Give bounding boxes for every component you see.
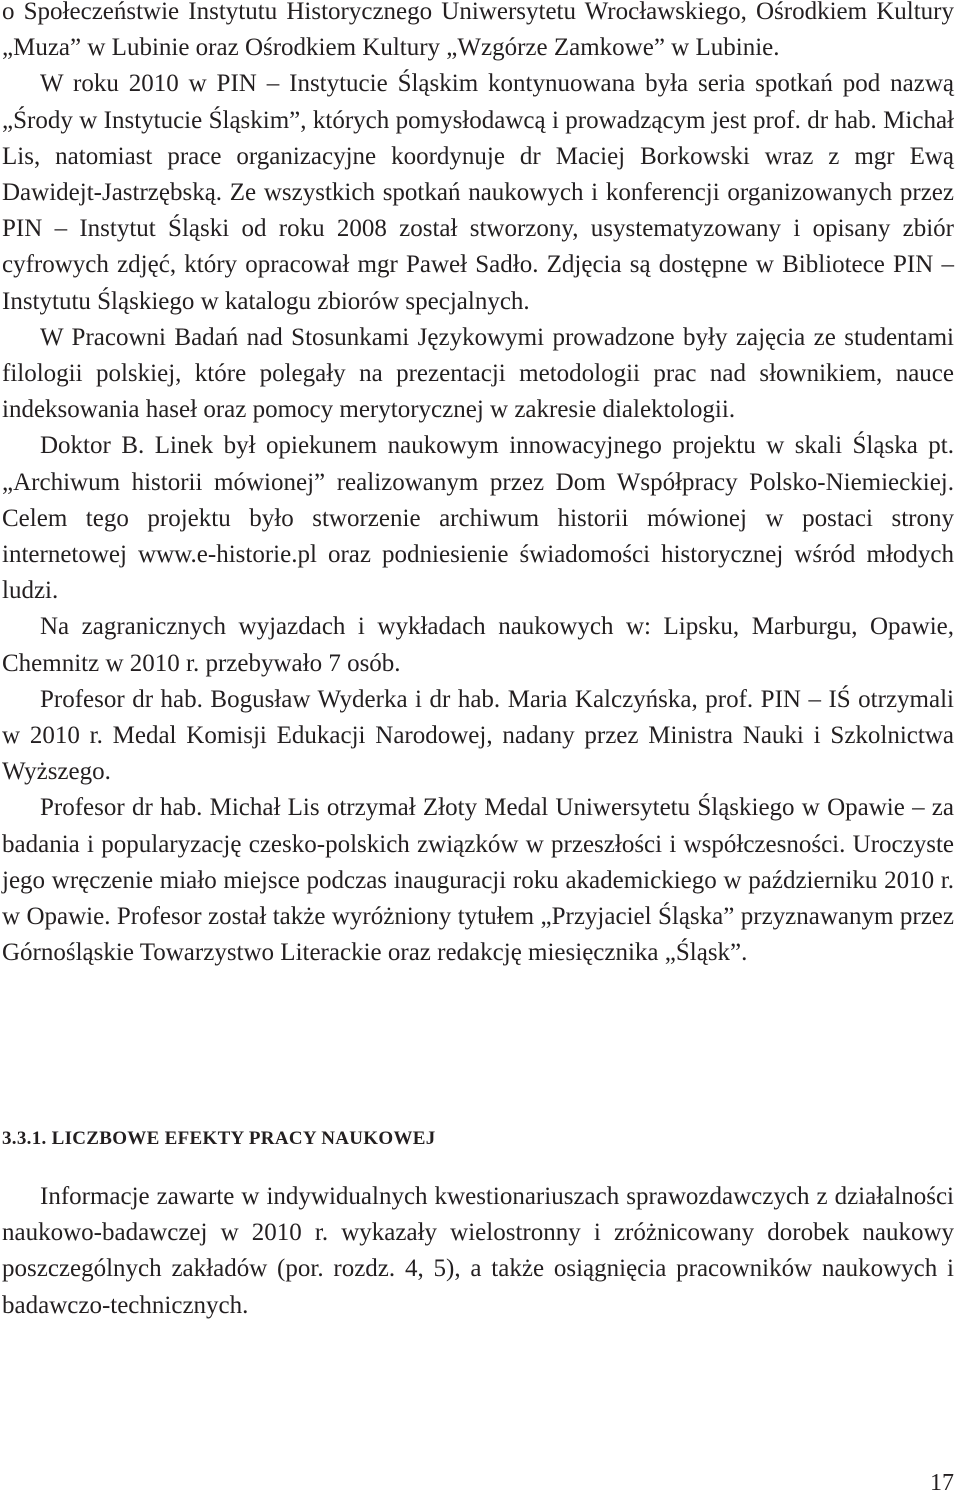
paragraph-language-lab: W Pracowni Badań nad Stosunkami Językowymi prowadzone były zajęcia ze studentami filologii polskiej, które polegały na prezentacji metodologii prac nad słownikiem, nauce indeksowania haseł oraz pomocy merytorycznej w zakresie dialektologii. [2, 323, 954, 424]
paragraph-foreign-trips: Na zagranicznych wyjazdach i wykładach naukowych w: Lipsku, Marburgu, Opawie, Chemnitz w 2010 r. przebywało 7 osób. [2, 613, 954, 677]
section-heading: 3.3.1. LICZBOWE EFEKTY PRACY NAUKOWEJ [2, 1128, 436, 1149]
paragraph-srody-seminars: W roku 2010 w PIN – Instytucie Śląskim kontynuowana była seria spotkań pod nazwą „Środy w Instytucie Śląskim”, których pomysłodawcą i prowadzącym jest prof. dr hab. Michał Lis, natomiast prace organizacyjne koordynuje dr Maciej Borkowski wraz z mgr Ewą Dawidejt-Jastrzębską. Ze wszystkich spotkań naukowych i konferencji organizowanych przez PIN – Instytut Śląski od roku 2008 został stworzony, usystematyzowany i opisany zbiór cyfrowych zdjęć, który opracował mgr Paweł Sadło. Zdjęcia są dostępne w Bibliotece PIN – Instytutu Śląskiego w katalogu zbiorów specjalnych. [2, 70, 954, 315]
body-text [2, 0, 954, 971]
paragraph-ken-medal: Profesor dr hab. Bogusław Wyderka i dr hab. Maria Kalczyńska, prof. PIN – IŚ otrzymali w 2010 r. Medal Komisji Edukacji Narodowej, nadany przez Ministra Nauki i Szkolnictwa Wyższego. [2, 685, 954, 786]
paragraph-section-intro: Informacje zawarte w indywidualnych kwestionariuszach sprawozdawczych z działalności naukowo-badawczej w 2010 r. wykazały wielostronny i zróżnicowany dorobek naukowy poszczególnych zakładów (por. rozdz. 4, 5), a także osiągnięcia pracowników naukowych i badawczo-technicznych. [2, 1183, 954, 1319]
paragraph-continuation: o Społeczeństwie Instytutu Historycznego Uniwersytetu Wrocławskiego, Ośrodkiem Kultury „Muza” w Lubinie oraz Ośrodkiem Kultury „Wzgórze Zamkowe” w Lubinie. [2, 0, 954, 62]
page-number: 17 [930, 1470, 954, 1496]
paragraph-oral-history: Doktor B. Linek był opiekunem naukowym innowacyjnego projektu w skali Śląska pt. „Archiwum historii mówionej” realizowanym przez Dom Współpracy Polsko-Niemieckiej. Celem tego projektu było stworzenie archiwum historii mówionej w postaci strony internetowej www.e-historie.pl oraz podniesienie świadomości historycznej wśród młodych ludzi. [2, 432, 954, 605]
section-body [2, 1179, 954, 1324]
paragraph-gold-medal: Profesor dr hab. Michał Lis otrzymał Złoty Medal Uniwersytetu Śląskiego w Opawie – za badania i popularyzację czesko-polskich związków w przeszłości i współczesności. Uroczyste jego wręczenie miało miejsce podczas inauguracji roku akademickiego w październiku 2010 r. w Opawie. Profesor został także wyróżniony tytułem „Przyjaciel Śląska” przyznawanym przez Górnośląskie Towarzystwo Literackie oraz redakcję miesięcznika „Śląsk”. [2, 794, 954, 967]
